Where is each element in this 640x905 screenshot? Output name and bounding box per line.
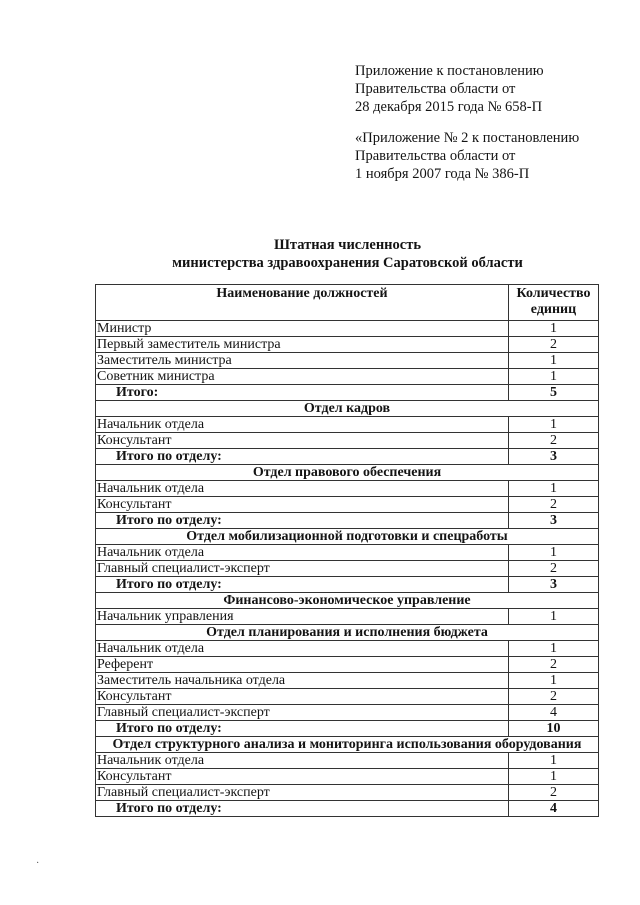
section-header-row [96,625,599,641]
total-label: Итого по отделу: [96,801,509,817]
section-header-row [96,529,599,545]
appendix-line: 1 ноября 2007 года № 386-П [355,166,530,182]
position-name: Начальник отдела [96,641,509,657]
position-name: Консультант [96,433,509,449]
total-label: Итого по отделу: [96,721,509,737]
appendix-line: Правительства области от [355,148,516,164]
position-name: Консультант [96,497,509,513]
column-header-quantity-line: единиц [530,302,577,317]
position-quantity: 1 [509,353,599,369]
table-row [96,417,599,433]
section-title: Финансово-экономическое управление [96,593,599,609]
title-line-1: Штатная численность [273,237,422,253]
table-row [96,641,599,657]
total-row [96,513,599,529]
table-body [96,321,599,817]
position-name: Советник министра [96,369,509,385]
position-name: Заместитель начальника отдела [96,673,509,689]
total-row [96,449,599,465]
position-name: Главный специалист-эксперт [96,785,509,801]
table-row [96,785,599,801]
table-row [96,321,599,337]
table-row [96,657,599,673]
position-name: Министр [96,321,509,337]
section-header-row [96,593,599,609]
table-row [96,369,599,385]
position-name: Начальник отдела [96,753,509,769]
position-quantity: 1 [509,641,599,657]
total-row [96,721,599,737]
table-row [96,769,599,785]
position-name: Начальник управления [96,609,509,625]
section-header-row [96,465,599,481]
position-quantity: 4 [509,705,599,721]
position-name: Главный специалист-эксперт [96,705,509,721]
section-title: Отдел кадров [96,401,599,417]
section-title: Отдел мобилизационной подготовки и спецработы [96,529,599,545]
position-quantity: 1 [509,417,599,433]
position-name: Референт [96,657,509,673]
section-header-row [96,401,599,417]
total-row [96,801,599,817]
table-row [96,705,599,721]
appendix-line: Правительства области от [355,81,516,97]
appendix-line: Приложение к постановлению [355,63,544,79]
column-header-quantity [509,285,599,321]
section-title: Отдел структурного анализа и мониторинга использования оборудования [96,737,599,753]
section-title: Отдел планирования и исполнения бюджета [96,625,599,641]
total-quantity: 3 [509,513,599,529]
section-title: Отдел правового обеспечения [96,465,599,481]
position-name: Начальник отдела [96,417,509,433]
original-appendix-reference [355,129,579,183]
total-label: Итого: [96,385,509,401]
total-row [96,577,599,593]
position-quantity: 2 [509,785,599,801]
total-label: Итого по отделу: [96,449,509,465]
total-row [96,385,599,401]
table-row [96,545,599,561]
table-row [96,337,599,353]
appendix-line: 28 декабря 2015 года № 658-П [355,99,543,115]
position-quantity: 2 [509,497,599,513]
table-row [96,609,599,625]
table-row [96,481,599,497]
position-name: Начальник отдела [96,545,509,561]
total-quantity: 10 [509,721,599,737]
position-name: Главный специалист-эксперт [96,561,509,577]
position-quantity: 1 [509,545,599,561]
scan-mark: · [36,858,40,869]
position-quantity: 1 [509,769,599,785]
staff-table [95,284,599,817]
position-quantity: 1 [509,753,599,769]
position-quantity: 2 [509,337,599,353]
appendix-reference [355,62,544,116]
total-quantity: 3 [509,449,599,465]
table-row [96,433,599,449]
total-label: Итого по отделу: [96,577,509,593]
document-title [0,236,640,272]
position-quantity: 2 [509,561,599,577]
position-quantity: 1 [509,369,599,385]
section-header-row [96,737,599,753]
table-row [96,753,599,769]
position-quantity: 1 [509,609,599,625]
total-label: Итого по отделу: [96,513,509,529]
position-name: Консультант [96,689,509,705]
position-quantity: 1 [509,673,599,689]
column-header-quantity-line: Количество [516,286,591,301]
table-row [96,689,599,705]
position-quantity: 2 [509,689,599,705]
title-line-2: министерства здравоохранения Саратовской области [172,255,523,271]
total-quantity: 4 [509,801,599,817]
table-row [96,353,599,369]
position-quantity: 1 [509,321,599,337]
table-header-row [96,285,599,321]
position-name: Консультант [96,769,509,785]
position-name: Начальник отдела [96,481,509,497]
table-row [96,561,599,577]
position-quantity: 2 [509,657,599,673]
table-row [96,673,599,689]
table-row [96,497,599,513]
position-name: Первый заместитель министра [96,337,509,353]
total-quantity: 3 [509,577,599,593]
total-quantity: 5 [509,385,599,401]
position-name: Заместитель министра [96,353,509,369]
column-header-position: Наименование должностей [96,285,509,321]
position-quantity: 2 [509,433,599,449]
appendix-line: «Приложение № 2 к постановлению [355,130,580,146]
position-quantity: 1 [509,481,599,497]
